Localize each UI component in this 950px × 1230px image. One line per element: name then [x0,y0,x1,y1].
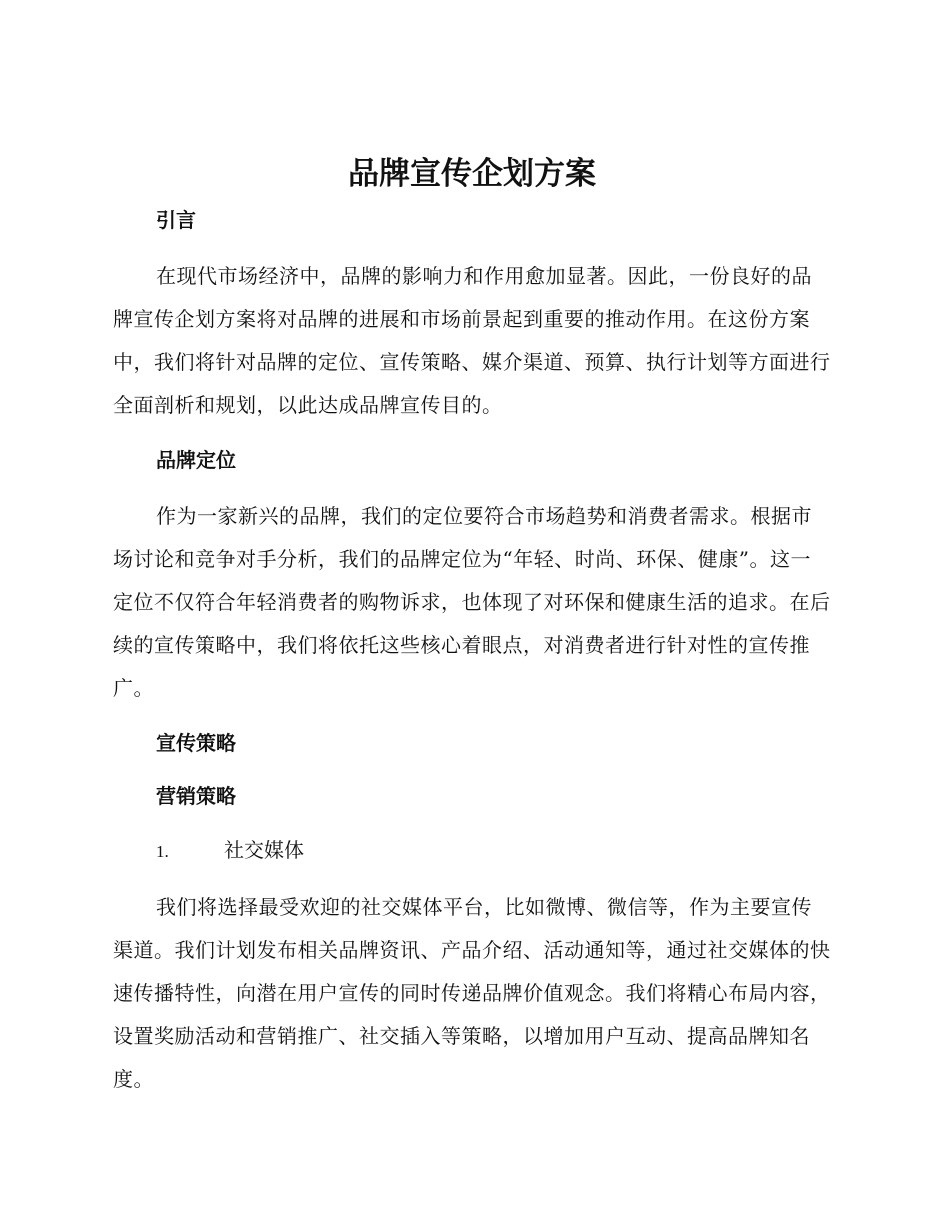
social-media-paragraph: 我们将选择最受欢迎的社交媒体平台，比如微博、微信等，作为主要宣传渠道。我们计划发布相关品牌资讯、产品介绍、活动通知等，通过社交媒体的快速传播特性，向潜在用户宣传的同时传递品牌价值观念。我们将精心布局内容，设置奖励活动和营销推广、社交插入等策略，以增加用户互动、提高品牌知名度。 [113,895,831,1091]
positioning-heading: 品牌定位 [156,448,236,472]
list-item-label: 社交媒体 [224,838,304,862]
strategy-heading: 宣传策略 [156,731,236,755]
intro-paragraph: 在现代市场经济中，品牌的影响力和作用愈加显著。因此，一份良好的品牌宣传企划方案将对品牌的进展和市场前景起到重要的推动作用。在这份方案中，我们将针对品牌的定位、宣传策略、媒介渠道、预算、执行计划等方面进行全面剖析和规划，以此达成品牌宣传目的。 [113,264,831,417]
marketing-heading: 营销策略 [156,784,236,808]
document-body [113,148,831,1101]
list-item [113,836,831,866]
positioning-paragraph: 作为一家新兴的品牌，我们的定位要符合市场趋势和消费者需求。根据市场讨论和竞争对手分析，我们的品牌定位为“年轻、时尚、环保、健康”。这一定位不仅符合年轻消费者的购物诉求，也体现了对环保和健康生活的追求。在后续的宣传策略中，我们将依托这些核心着眼点，对消费者进行针对性的宣传推广。 [113,504,831,700]
list-number: 1. [156,842,169,861]
intro-heading: 引言 [156,208,196,232]
document-title: 品牌宣传企划方案 [348,156,596,192]
